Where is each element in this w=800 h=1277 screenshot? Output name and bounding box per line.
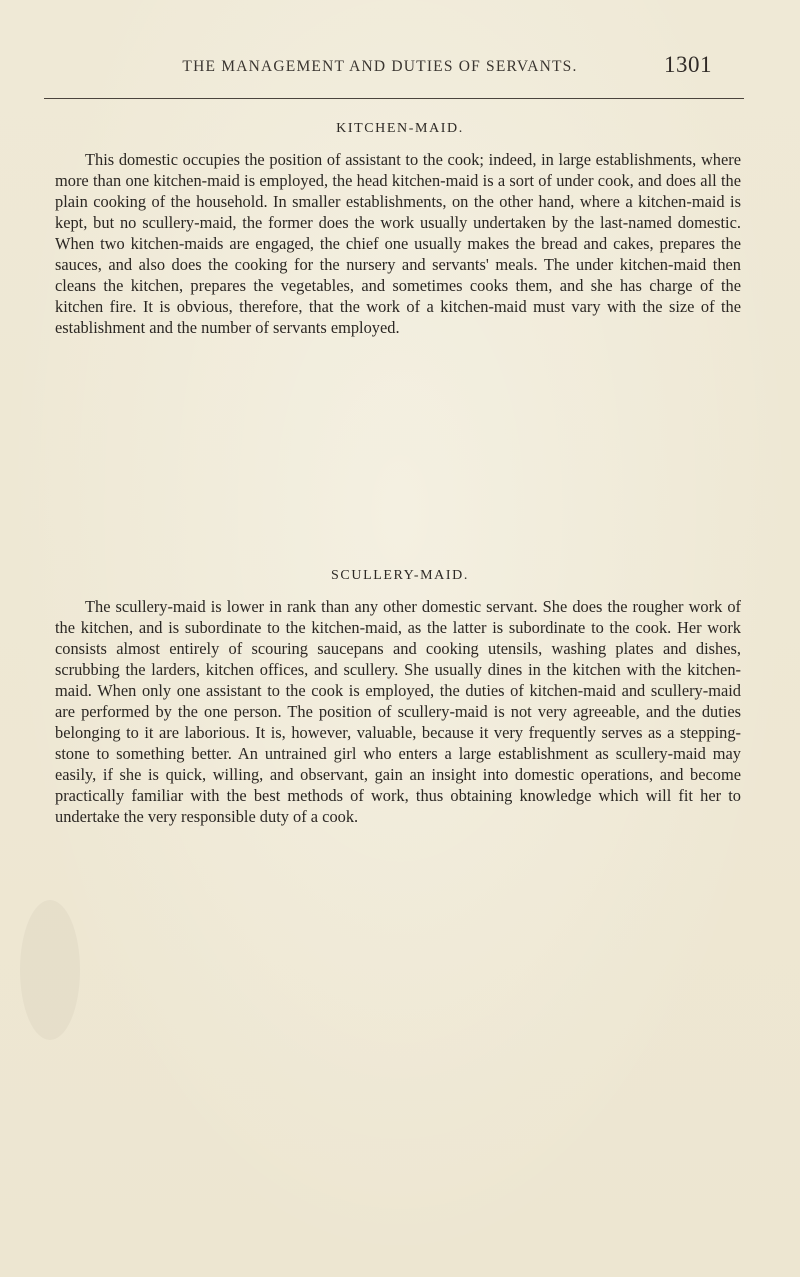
- section-heading-scullery-maid: SCULLERY-MAID.: [331, 568, 469, 583]
- paragraph-kitchen-maid: This domestic occupies the position of assistant to the cook; indeed, in large establishments, where more than one kitchen-maid is employed, the head kitchen-maid is a sort of under cook, and does all the plain cooking of the household. In smaller establishments, on the other hand, where a kitchen-maid is kept, but no scullery-maid, the former does the work usually undertaken by the last-named domestic. When two kitchen-maids are engaged, the chief one usually makes the bread and cakes, prepares the sauces, and also does the cooking for the nursery and servants' meals. The under kitchen-maid then cleans the kitchen, prepares the vegetables, and sometimes cooks them, and she has charge of the kitchen fire. It is obvious, therefore, that the work of a kitchen-maid must vary with the size of the establishment and the number of servants employed.: [55, 150, 741, 337]
- page-number: 1301: [664, 52, 712, 77]
- paragraph-scullery-maid: The scullery-maid is lower in rank than any other domestic servant. She does the rougher work of the kitchen, and is subordinate to the kitchen-maid, as the latter is subordinate to the cook. Her work consists almost entirely of scouring saucepans and cooking utensils, washing plates and dishes, scrubbing the larders, kitchen offices, and scullery. She usually dines in the kitchen with the kitchen-maid. When only one assistant to the cook is employed, the duties of kitchen-maid and scullery-maid are performed by the one person. The position of scullery-maid is not very agreeable, and the duties belonging to it are laborious. It is, however, valuable, because it very frequently serves as a stepping-stone to something better. An untrained girl who enters a large establishment as scullery-maid may easily, if she is quick, willing, and observant, gain an insight into domestic operations, and become practically familiar with the best methods of work, thus obtaining knowledge which will fit her to undertake the very responsible duty of a cook.: [55, 597, 741, 826]
- section-heading-kitchen-maid: KITCHEN-MAID.: [336, 121, 464, 136]
- paper-stain: [20, 900, 80, 1040]
- running-title: THE MANAGEMENT AND DUTIES OF SERVANTS.: [182, 58, 578, 75]
- header-rule: [44, 98, 744, 99]
